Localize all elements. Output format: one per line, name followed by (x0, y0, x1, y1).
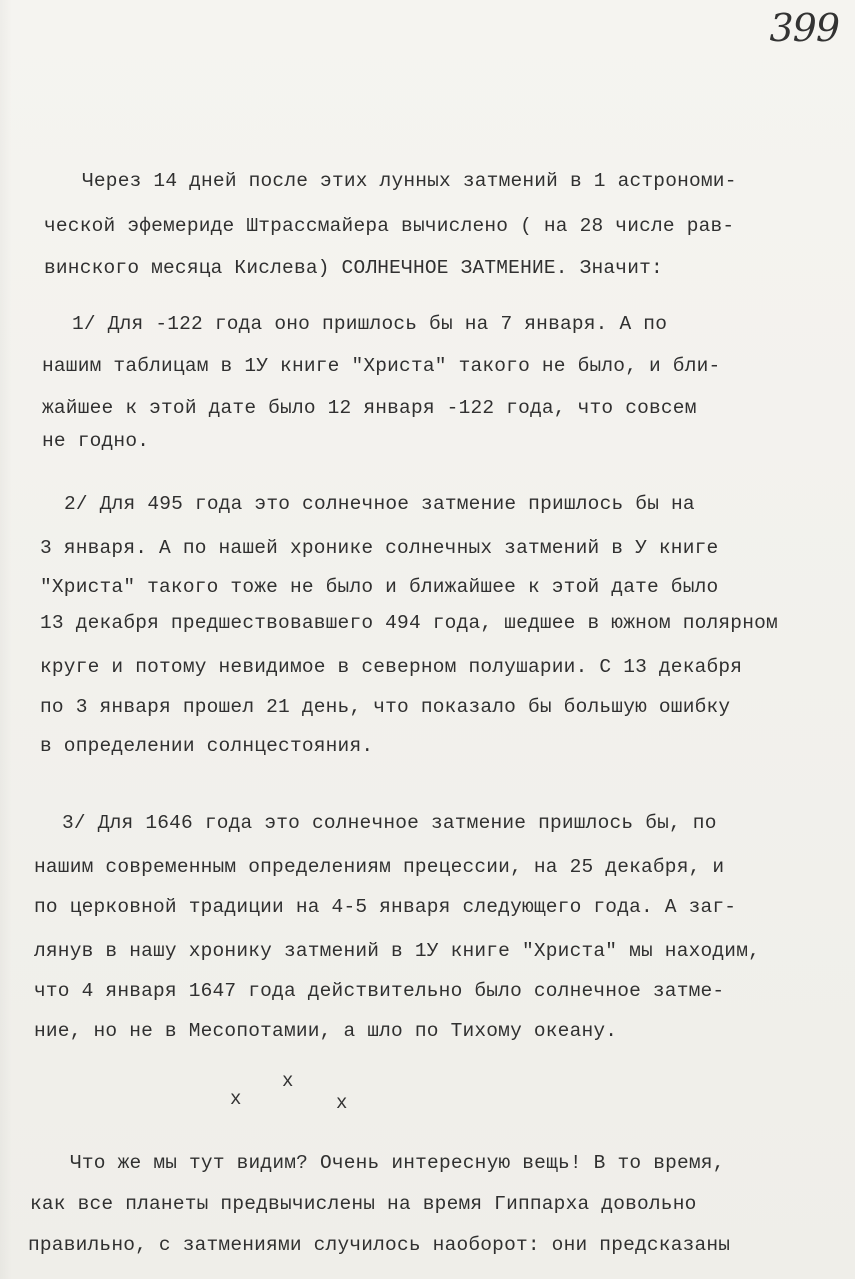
text-line: винского месяца Кислева) СОЛНЕЧНОЕ ЗАТМЕНИЕ. Значит: (44, 257, 663, 279)
text-line: что 4 января 1647 года действительно было солнечное затме- (34, 980, 725, 1002)
text-line: жайшее к этой дате было 12 января -122 года, что совсем (42, 397, 697, 419)
text-line: 3/ Для 1646 года это солнечное затмение пришлось бы, по (62, 812, 717, 834)
page-number: 399 (769, 6, 839, 50)
text-line: 2/ Для 495 года это солнечное затмение пришлось бы на (64, 493, 695, 515)
text-line: как все планеты предвычислены на время Гиппарха довольно (30, 1193, 697, 1215)
text-line: нашим таблицам в 1У книге "Христа" такого не было, и бли- (42, 355, 721, 377)
text-line: по церковной традиции на 4-5 января следующего года. А заг- (34, 896, 737, 918)
text-line: 13 декабря предшествовавшего 494 года, шедшее в южном полярном (40, 612, 778, 634)
text-line: 1/ Для -122 года оно пришлось бы на 7 января. А по (72, 313, 668, 335)
text-line: ческой эфемериде Штрассмайера вычислено ( на 28 числе рав- (44, 215, 735, 237)
text-line: Что же мы тут видим? Очень интересную вещь! В то время, (70, 1152, 725, 1174)
text-line: Через 14 дней после этих лунных затмений в 1 астрономи- (82, 170, 737, 192)
text-line: нашим современным определениям прецессии, на 25 декабря, и (34, 856, 725, 878)
text-line: по 3 января прошел 21 день, что показало бы большую ошибку (40, 696, 731, 718)
text-line: правильно, с затмениями случилось наоборот: они предсказаны (28, 1234, 731, 1256)
text-line: лянув в нашу хронику затмений в 1У книге "Христа" мы находим, (34, 940, 761, 962)
separator-mark: x (336, 1092, 348, 1114)
text-line: в определении солнцестояния. (40, 735, 374, 757)
separator-mark: x (230, 1088, 242, 1110)
text-line: "Христа" такого тоже не было и ближайшее к этой дате было (40, 576, 719, 598)
text-line: круге и потому невидимое в северном полушарии. С 13 декабря (40, 656, 743, 678)
text-line: ние, но не в Месопотамии, а шло по Тихому океану. (34, 1020, 618, 1042)
separator-mark: x (282, 1070, 294, 1092)
text-line: 3 января. А по нашей хронике солнечных затмений в У книге (40, 537, 719, 559)
text-line: не годно. (42, 430, 150, 452)
